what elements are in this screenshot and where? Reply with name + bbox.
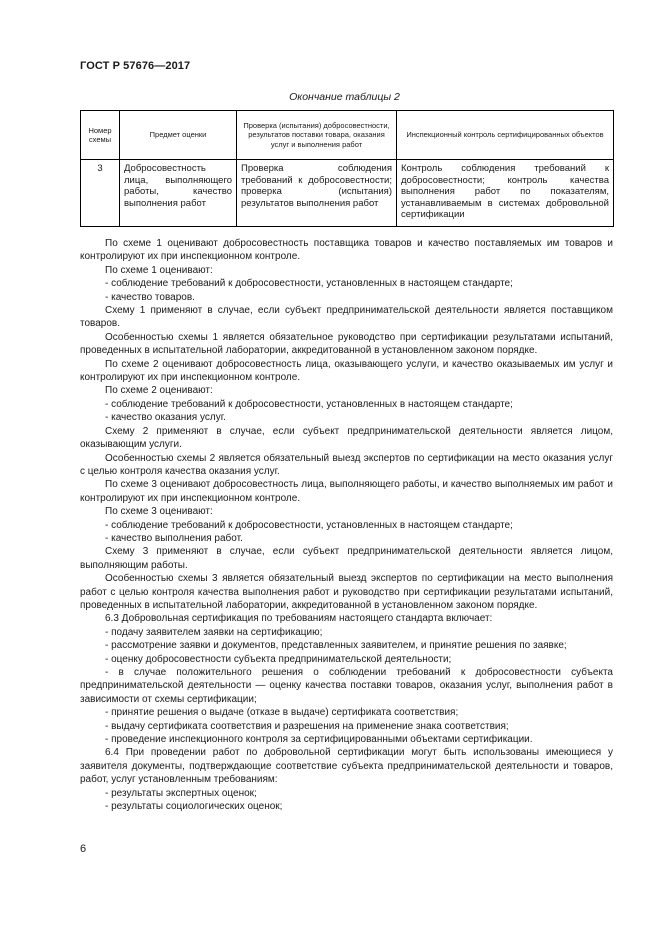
paragraph: По схеме 1 оценивают добросовестность поставщика товаров и качество поставляемых им товаров и контролируют их при инспекционном контроле. (80, 238, 613, 263)
list-item: - качество выполнения работ. (105, 532, 243, 544)
list-item: - соблюдение требований к добросовестности, установленных в настоящем стандарте; (105, 398, 513, 410)
paragraph: Особенностью схемы 2 является обязательный выезд экспертов по сертификации на место оказания услуг с целью контроля качества оказания услуг. (80, 452, 613, 477)
list-item: - выдачу сертификата соответствия и разрешения на применение знака соответствия; (105, 720, 509, 732)
table-caption: Окончание таблицы 2 (289, 91, 400, 103)
paragraph: По схеме 2 оценивают: (105, 385, 213, 397)
paragraph: По схеме 2 оценивают добросовестность лица, оказывающего услуги, и качество оказываемых им услуг и контролируют их при инспекционном контроле. (80, 358, 613, 384)
paragraph-section-6-4: 6.4 При проведении работ по добровольной сертификации могут быть использованы имеющиеся у заявителя документы, подтверждающие соответствие субъекта предпринимательской деятельности и товаров, работ, услуг установленным требованиям: (80, 747, 613, 786)
list-item: - соблюдение требований к добросовестности, установленных в настоящем стандарте; (105, 519, 513, 531)
list-item: - проведение инспекционного контроля за сертифицированными объектами сертификации. (105, 734, 533, 746)
paragraph: Схему 1 применяют в случае, если субъект предпринимательской деятельности является поставщиком товаров. (80, 305, 613, 330)
paragraph: Особенностью схемы 3 является обязательный выезд экспертов по сертификации на место выполнения работ с целью контроля качества выполнения работ и руководство при сертификации результатами испытаний, проведенных в испытательной лаборатории, аккредитованной в установленном законом порядке. (80, 573, 613, 611)
paragraph: По схеме 3 оценивают добросовестность лица, выполняющего работы, и качество выполняемых им работ и контролируют их при инспекционном контроле. (80, 479, 613, 504)
table-header-row (81, 111, 614, 160)
table-cell-assessment-subject: Добросовестность лица, выполняющего работы, качество выполнения работ (120, 160, 237, 227)
column-header-inspection-control: Инспекционный контроль сертифицированных объектов (397, 111, 614, 160)
list-item: - подачу заявителем заявки на сертификацию; (105, 626, 323, 638)
table-row (81, 160, 614, 227)
list-item: - оценку добросовестности субъекта предпринимательской деятельности; (105, 653, 452, 665)
paragraph: Схему 3 применяют в случае, если субъект предпринимательской деятельности является лицом, выполняющим работы. (80, 546, 613, 571)
list-item: - в случае положительного решения о соблюдении требований к добросовестности субъекта предпринимательской деятельности — оценку качества поставки товаров, оказания услуг, выполнения работ в зависимости от схемы сертификации; (80, 667, 613, 705)
document-header: ГОСТ Р 57676—2017 (80, 60, 191, 72)
table-cell-verification: Проверка соблюдения требований к добросовестности; проверка (испытания) результатов выполнения работ (237, 160, 397, 227)
list-item: - результаты социологических оценок; (105, 801, 283, 813)
column-header-verification: Проверка (испытания) добросовестности, результатов поставки товара, оказания услуг и выполнения работ (237, 111, 397, 160)
list-item: - результаты экспертных оценок; (105, 787, 257, 799)
column-header-assessment-subject: Предмет оценки (120, 111, 237, 160)
paragraph: Особенностью схемы 1 является обязательное руководство при сертификации результатами испытаний, проведенных в испытательной лаборатории, аккредитованной в установленном законом порядке. (80, 331, 613, 357)
table-2 (80, 110, 614, 227)
paragraph: Схему 2 применяют в случае, если субъект предпринимательской деятельности является лицом, оказывающим услуги. (80, 425, 613, 451)
body-text (80, 237, 613, 813)
paragraph: По схеме 1 оценивают: (105, 264, 213, 276)
paragraph-section-6-3: 6.3 Добровольная сертификация по требованиям настоящего стандарта включает: (105, 613, 493, 625)
table-cell-scheme-number: 3 (81, 160, 120, 227)
paragraph: По схеме 3 оценивают: (105, 506, 213, 518)
list-item: - рассмотрение заявки и документов, представленных заявителем, и принятие решения по заявке; (105, 640, 567, 652)
list-item: - качество товаров. (105, 291, 195, 303)
list-item: - качество оказания услуг. (105, 412, 226, 424)
list-item: - принятие решения о выдаче (отказе в выдаче) сертификата соответствия; (105, 707, 459, 719)
page-number: 6 (80, 843, 87, 855)
list-item: - соблюдение требований к добросовестности, установленных в настоящем стандарте; (105, 278, 513, 290)
table-cell-inspection-control: Контроль соблюдения требований к добросовестности; контроль качества выполнения работ по показателям, устанавливаемым в системах добровольной сертификации (397, 160, 614, 227)
column-header-scheme-number: Номер схемы (81, 111, 120, 160)
